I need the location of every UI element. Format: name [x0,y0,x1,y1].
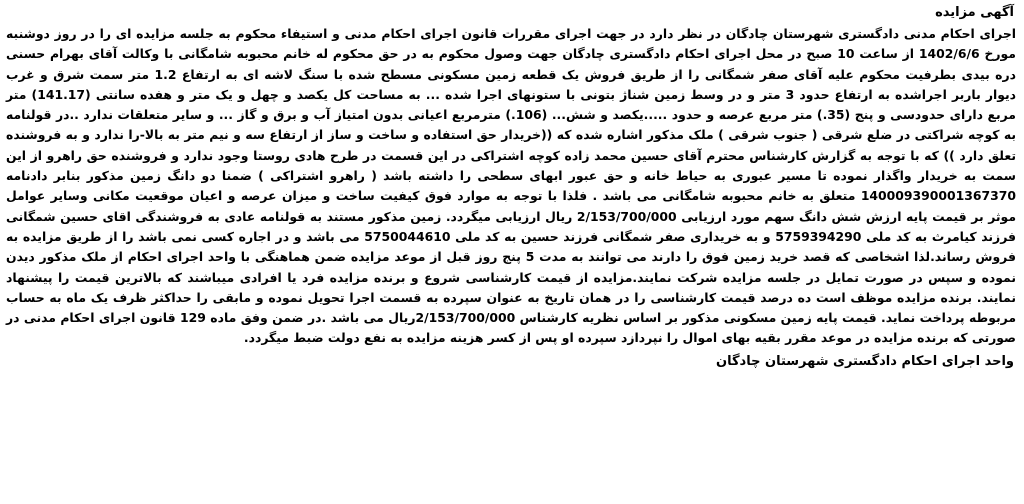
notice-body: اجرای احکام مدنی دادگستری شهرستان چادگان در نظر دارد در جهت اجرای مقررات قانون اجرای احکام مدنی و استیفاء محکوم به جلسه مزایده ای را در روز دوشنبه مورخ 1402/6/6 از ساعت 10 صبح در محل اجرای احکام دادگستری چادگان جهت وصول محکوم به در حق محکوم له خانم محبوبه شامگانی با وکالت آقای بهرام حسنی دره بیدی بطرفیت محکوم علیه آقای صفر شمگانی را از طریق فروش یک قطعه زمین مسکونی مسطح شده با سنگ لاشه ای به ارتفاع 1.2 متر سمت شرق و غرب دیوار باربر اجراشده به ارتفاع حدود 3 متر و در وسط زمین شناژ بتونی با ستونهای اجرا شده ... به مساحت کل یکصد و چهل و یک متر و هفده سانتی (141.17) متر مربع دارای حدودسی و پنج (35.) متر مربع عرصه و حدود .....یکصد و شش... (106.) مترمربع اعیانی بدون امتیاز آب و برق و گاز ... و سایر متعلقات ندارد ..در قولنامه به کوچه شراکتی در ضلع شرقی ( جنوب شرقی ) ملک مذکور اشاره شده که ((خریدار حق استفاده و ساخت و ساز از ارتفاع سه و نیم متر به بالا-را ندارد و به فروشنده تعلق دارد )) که با توجه به گزارش کارشناس محترم آقای حسین محمد زاده کوچه اشتراکی در این قسمت در طرح هادی روستا وجود ندارد و فروشنده حق راهرو از این سمت به خریدار واگذار نموده تا مسیر عبوری به حیاط خانه و حق عبور ابهای سطحی را داشته باشد ( راهرو اشتراکی ) ضمنا دو دانگ زمین مذکور بنابر دادنامه 140009390001367370 متعلق به خانم محبوبه شامگانی می باشد . فلذا با توجه به موارد فوق کیفیت ساخت و میزان عرصه و اعیان موقعیت مکانی وسایر عوامل موثر بر قیمت پایه ارزش شش دانگ سهم مورد ارزیابی 2/153/700/000 ریال ارزیابی میگردد. زمین مذکور مستند به قولنامه عادی به فروشندگی اقای حسین شمگانی فرزند کیامرث به کد ملی 5759394290 و به خریداری صفر شمگانی فرزند حسین به کد ملی 5750044610 می باشد و در اجاره کسی نمی باشد را از طریق مزایده به فروش رساند.لذا اشخاصی که قصد خرید زمین فوق را دارند می توانند به مدت 5 پنج روز قبل از موعد مزایده ضمن هماهنگی با واحد اجرای احکام از ملک مذکور دیدن نموده و سپس در صورت تمایل در جلسه مزایده شرکت نمایند.مزایده از قیمت کارشناسی شروع و برنده مزایده فرد یا افرادی میباشند که بالاترین قیمت را پیشنهاد نمایند. برنده مزایده موظف است ده درصد قیمت کارشناسی را در همان تاریخ به عنوان سپرده به قسمت اجرا تحویل نموده و مابقی را حداکثر ظرف یک ماه به حساب مربوطه پرداخت نماید. قیمت پایه زمین مسکونی مذکور بر اساس نظریه کارشناس 2/153/700/000ریال می باشد .در ضمن وفق ماده 129 قانون اجرای احکام مدنی در صورتی که برنده مزایده در موعد مقرر بقیه بهای اموال را نپردازد سپرده او پس از کسر هزینه مزایده به نفع دولت ضبط میگردد. [6,26,1017,346]
notice-signature: واحد اجرای احکام دادگستری شهرستان چادگان [716,353,1014,369]
auction-notice [6,2,1016,502]
notice-title: آگهی مزایده [935,5,1014,20]
